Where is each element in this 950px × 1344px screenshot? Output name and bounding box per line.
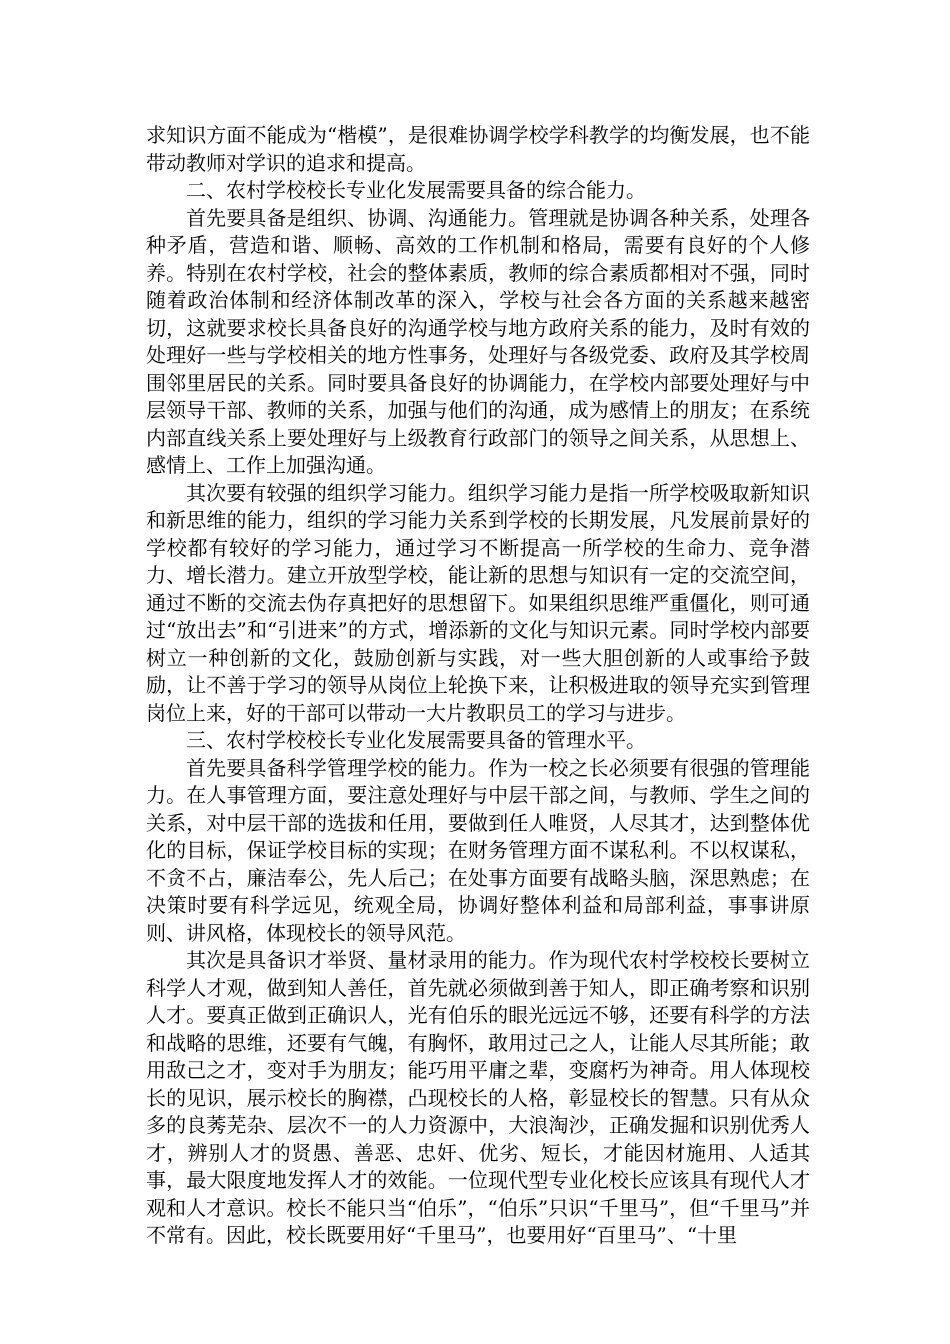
body-paragraph: 首先要具备是组织、协调、沟通能力。管理就是协调各种关系，处理各种矛盾，营造和谐、顺畅、高效的工作机制和格局，需要有良好的个人修养。特别在农村学校，社会的整体素质，教师的综合素质都相对不强，同时随着政治体制和经济体制改革的深入，学校与社会各方面的关系越来越密切，这就要求校长具备良好的沟通学校与地方政府关系的能力，及时有效的处理好一些与学校相关的地方性事务，处理好与各级党委、政府及其学校周围邻里居民的关系。同时要具备良好的协调能力，在学校内部要处理好与中层领导干部、教师的关系，加强与他们的沟通，成为感情上的朋友；在系统内部直线关系上要处理好与上级教育行政部门的领导之间关系，从思想上、感情上、工作上加强沟通。 xyxy=(146,205,810,477)
body-paragraph-continuation: 求知识方面不能成为“楷模”，是很难协调学校学科教学的均衡发展，也不能带动教师对学识的追求和提高。 xyxy=(146,123,810,175)
section-heading-3: 三、农村学校校长专业化发展需要具备的管理水平。 xyxy=(186,728,646,752)
section-heading-2: 二、农村学校校长专业化发展需要具备的综合能力。 xyxy=(186,178,646,202)
body-paragraph: 其次要有较强的组织学习能力。组织学习能力是指一所学校吸取新知识和新思维的能力，组织的学习能力关系到学校的长期发展，凡发展前景好的学校都有较好的学习能力，通过学习不断提高一所学校的生命力、竞争潜力、增长潜力。建立开放型学校，能让新的思想与知识有一定的交流空间，通过不断的交流去伪存真把好的思想留下。如果组织思维严重僵化，则可通过“放出去”和“引进来”的方式，增添新的文化与知识元素。同时学校内部要树立一种创新的文化，鼓励创新与实践，对一些大胆创新的人或事给予鼓励，让不善于学习的领导从岗位上轮换下来，让积极进取的领导充实到管理岗位上来，好的干部可以带动一大片教职员工的学习与进步。 xyxy=(146,480,810,725)
body-paragraph: 其次是具备识才举贤、量材录用的能力。作为现代农村学校校长要树立科学人才观，做到知人善任，首先就必须做到善于知人，即正确考察和识别人才。要真正做到正确识人，光有伯乐的眼光远远不够，还要有科学的方法和战略的思维，还要有气魄，有胸怀，敢用过己之人，让能人尽其所能；敢用敌己之才，变对手为朋友；能巧用平庸之辈，变腐朽为神奇。用人体现校长的见识，展示校长的胸襟，凸现校长的人格，彰显校长的智慧。只有从众多的良莠芜杂、层次不一的人力资源中，大浪淘沙，正确发掘和识别优秀人才，辨别人才的贤愚、善恶、忠奸、优劣、短长，才能因材施用、人适其事，最大限度地发挥人才的效能。一位现代型专业化校长应该具有现代人才观和人才意识。校长不能只当“伯乐”，“伯乐”只识“千里马”，但“千里马”并不常有。因此，校长既要用好“千里马”，也要用好“百里马”、“十里 xyxy=(146,948,810,1247)
body-paragraph: 首先要具备科学管理学校的能力。作为一校之长必须要有很强的管理能力。在人事管理方面，要注意处理好与中层干部之间，与教师、学生之间的关系，对中层干部的选拔和任用，要做到任人唯贤，人尽其才，达到整体优化的目标，保证学校目标的实现；在财务管理方面不谋私利。不以权谋私，不贪不占，廉洁奉公，先人后己；在处事方面要有战略头脑，深思熟虑；在决策时要有科学远见，统观全局，协调好整体利益和局部利益，事事讲原则、讲风格，体现校长的领导风范。 xyxy=(146,755,810,945)
document-body xyxy=(146,122,810,1250)
